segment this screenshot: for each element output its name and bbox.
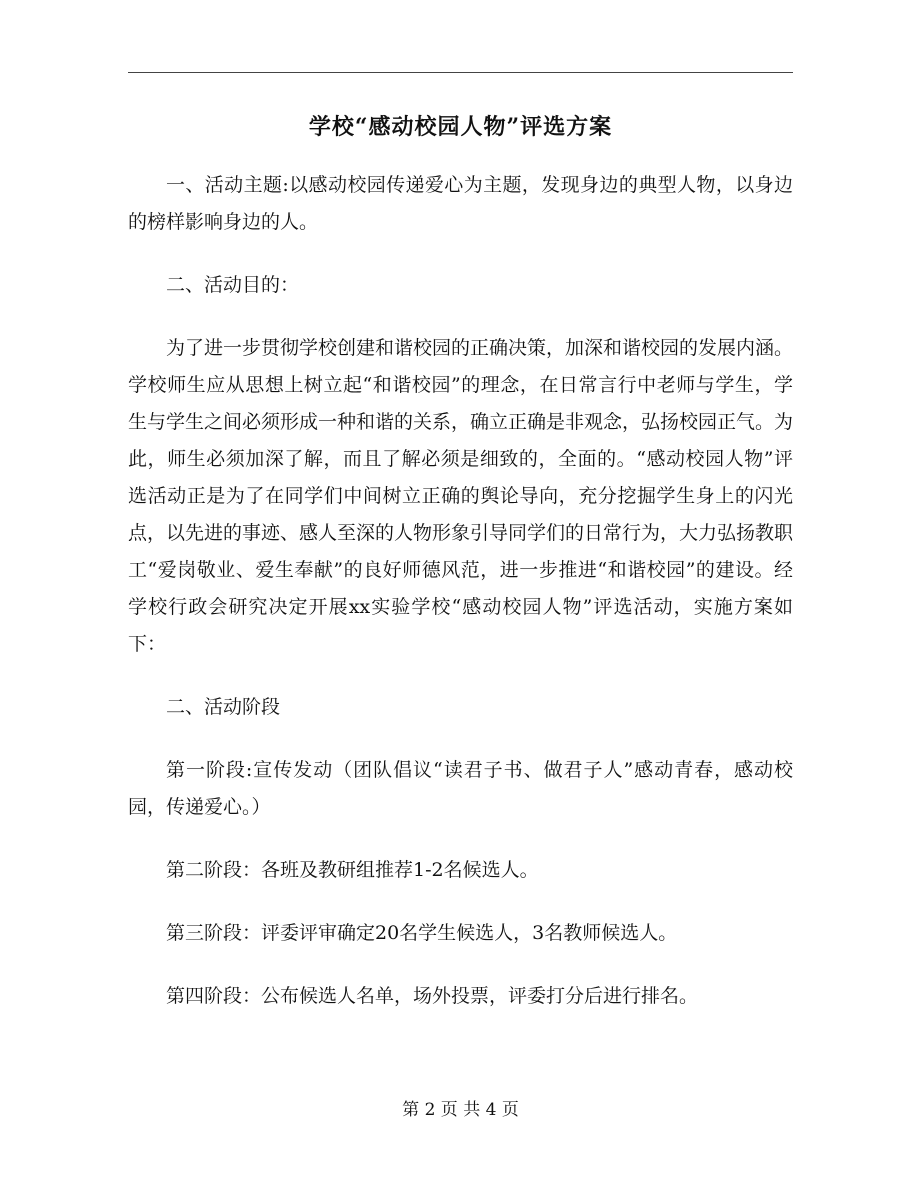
section-theme: 一、活动主题:以感动校园传递爱心为主题，发现身边的典型人物，以身边的榜样影响身边的人。	[128, 174, 793, 233]
stage-one: 第一阶段:宣传发动（团队倡议“读君子书、做君子人”感动青春，感动校园，传递爱心。）	[128, 759, 793, 818]
section-purpose-body: 为了进一步贯彻学校创建和谐校园的正确决策，加深和谐校园的发展内涵。学校师生应从思想上树立起“和谐校园”的理念，在日常言行中老师与学生，学生与学生之间必须形成一种和谐的关系，确立正确是非观念，弘扬校园正气。为此，师生必须加深了解，而且了解必须是细致的，全面的。“感动校园人物”评选活动正是为了在同学们中间树立正确的舆论导向，充分挖掘学生身上的闪光点，以先进的事迹、感人至深的人物形象引导同学们的日常行为，大力弘扬教职工“爱岗敬业、爱生奉献”的良好师德风范，进一步推进“和谐校园”的建设。经学校行政会研究决定开展xx实验学校“感动校园人物”评选活动，实施方案如下：	[128, 337, 794, 655]
stage-three: 第三阶段：评委评审确定20名学生候选人，3名教师候选人。	[166, 922, 678, 944]
document-title: 学校“感动校园人物”评选方案	[308, 114, 613, 140]
section-stages-heading: 二、活动阶段	[166, 696, 281, 718]
stage-four: 第四阶段：公布候选人名单，场外投票，评委打分后进行排名。	[166, 985, 699, 1007]
page-number: 第 2 页 共 4 页	[402, 1100, 519, 1120]
document-body	[128, 167, 793, 1015]
section-purpose-heading: 二、活动目的：	[166, 274, 300, 296]
stage-two: 第二阶段：各班及教研组推荐1-2名候选人。	[166, 859, 539, 881]
header-divider	[128, 72, 793, 73]
